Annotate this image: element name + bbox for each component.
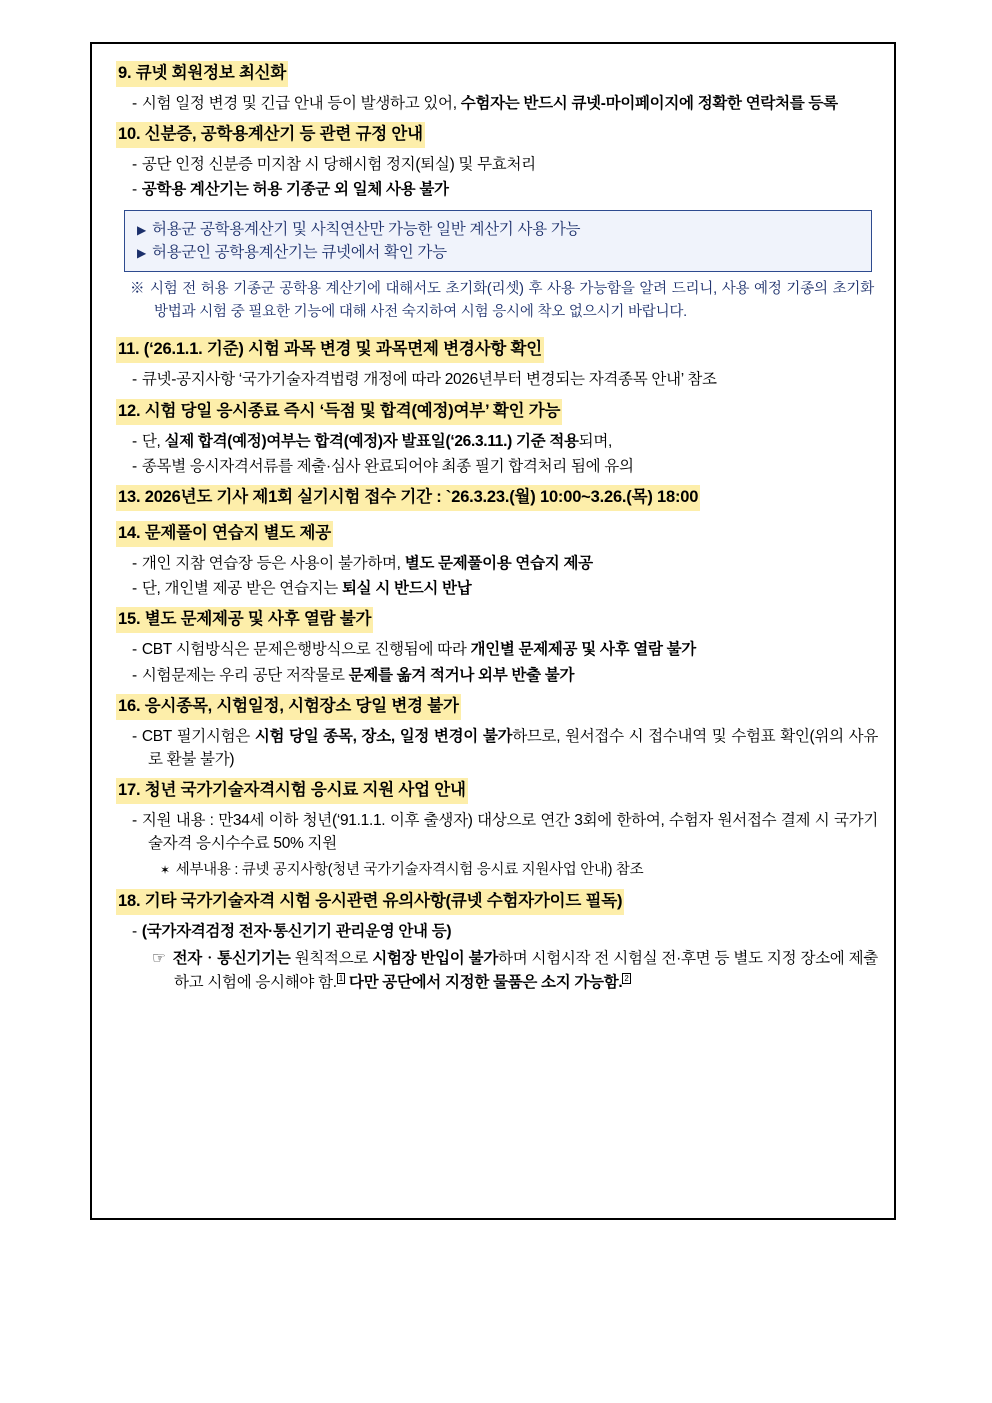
section-9-heading: 9. 큐넷 회원정보 최신화: [116, 61, 288, 87]
dash-marker: -: [132, 666, 137, 684]
section-10-line-1: - 공단 인정 신분증 미지참 시 당해시험 정지(퇴실) 및 무효처리: [132, 156, 536, 174]
section-14-line-2: - 단, 개인별 제공 받은 연습지는 퇴실 시 반드시 반납: [132, 580, 472, 598]
footnote-ref-2: 2: [624, 974, 629, 984]
section-15-line-1: - CBT 시험방식은 문제은행방식으로 진행됨에 따라 개인별 문제제공 및 사후 열람 불가: [132, 641, 696, 659]
section-10-heading: 10. 신분증, 공학용계산기 등 관련 규정 안내: [116, 122, 425, 148]
calculator-note-box: [124, 210, 872, 273]
section-12-line-1: - 단, 실제 합격(예정)여부는 합격(예정)자 발표일(‘26.3.11.) 기준 적용되며,: [132, 432, 613, 450]
dash-marker: -: [132, 641, 137, 659]
section-9-line-1: - 시험 일정 변경 및 긴급 안내 등이 발생하고 있어, 수험자는 반드시 큐넷-마이페이지에 정확한 연락처를 등록: [132, 94, 838, 112]
dash-marker: -: [132, 812, 137, 830]
section-10: [108, 117, 878, 324]
section-16-heading: 16. 응시종목, 시험일정, 시험장소 당일 변경 불가: [116, 694, 461, 720]
dash-marker: -: [132, 554, 137, 572]
section-12: [108, 394, 878, 478]
section-9: [108, 56, 878, 115]
section-18: [108, 884, 878, 995]
dash-marker: -: [132, 923, 137, 941]
section-18-line-1: - (국가자격검정 전자·통신기기 관리운영 안내 등): [132, 923, 452, 941]
section-16: [108, 689, 878, 771]
section-15-heading: 15. 별도 문제제공 및 사후 열람 불가: [116, 607, 373, 633]
section-17: [108, 773, 878, 881]
section-12-heading: 12. 시험 당일 응시종료 즉시 ‘득점 및 합격(예정)여부’ 확인 가능: [116, 399, 562, 425]
notice-frame: [90, 42, 896, 1220]
section-11-heading: 11. (‘26.1.1. 기준) 시험 과목 변경 및 과목면제 변경사항 확인: [116, 337, 544, 363]
footnote-ref-1: 1: [338, 974, 343, 984]
section-11-line-1: - 큐넷-공지사항 ‘국가기술자격법령 개정에 따라 2026년부터 변경되는 자격종목 안내’ 참조: [132, 371, 717, 389]
section-10-star-note: ※ 시험 전 허용 기종군 공학용 계산기에 대해서도 초기화(리셋) 후 사용 가능함을 알려 드리니, 사용 예정 기종의 초기화 방법과 시험 중 필요한 기능에 대해 사전 숙지하여 시험 응시에 착오 없으시기 바랍니다.: [130, 281, 874, 321]
dash-marker: -: [132, 727, 137, 745]
section-14-heading: 14. 문제풀이 연습지 별도 제공: [116, 521, 333, 547]
section-13-heading: 13. 2026년도 기사 제1회 실기시험 접수 기간 : `26.3.23.(월) 10:00~3.26.(목) 18:00: [116, 485, 700, 511]
dash-marker: -: [132, 181, 137, 199]
section-14: [108, 516, 878, 600]
section-14-line-1: - 개인 지참 연습장 등은 사용이 불가하며, 별도 문제풀이용 연습지 제공: [132, 554, 593, 572]
section-18-heading: 18. 기타 국가기술자격 시험 응시관련 유의사항(큐넷 수험자가이드 필독): [116, 889, 624, 915]
dash-marker: -: [132, 432, 137, 450]
section-17-heading: 17. 청년 국가기술자격시험 응시료 지원 사업 안내: [116, 778, 468, 804]
section-17-line-1: - 지원 내용 : 만34세 이하 청년(‘91.1.1. 이후 출생자) 대상으로 연간 3회에 한하여, 수험자 원서접수 결제 시 국가기술자격 응시수수료 50% 지원: [132, 812, 878, 853]
dash-marker: -: [132, 580, 137, 598]
dash-marker: -: [132, 156, 137, 174]
section-15-line-2: - 시험문제는 우리 공단 저작물로 문제를 옮겨 적거나 외부 반출 불가: [132, 666, 575, 684]
triangle-bullet-icon: ▶: [137, 245, 146, 260]
section-13: [108, 480, 878, 514]
note-line-2: ▶ 허용군인 공학용계산기는 큐넷에서 확인 가능: [137, 243, 447, 261]
section-12-line-2: - 종목별 응시자격서류를 제출·심사 완료되어야 최종 필기 합격처리 됨에 유의: [132, 457, 634, 475]
section-17-sub-bullet-1: ✶ 세부내용 : 큐넷 공지사항(청년 국가기술자격시험 응시료 지원사업 안내) 참조: [160, 861, 644, 878]
section-16-line-1: - CBT 필기시험은 시험 당일 종목, 장소, 일정 변경이 불가하므로, 원서접수 시 접수내역 및 수험표 확인(위의 사유로 환불 불가): [132, 727, 878, 768]
star-bullet-icon: ✶: [160, 862, 170, 877]
dash-marker: -: [132, 371, 137, 389]
triangle-bullet-icon: ▶: [137, 222, 146, 237]
section-18-hand-bullet: ☞ 전자‧통신기기는 원칙적으로 시험장 반입이 불가하며 시험시작 전 시험실 전·후면 등 별도 지정 장소에 제출하고 시험에 응시해야 함. $^1$ 다만 공단에서 지정한 물품은 소지 가능함. $^2$: [152, 950, 878, 992]
pointing-hand-icon: ☞: [152, 950, 166, 968]
dash-marker: -: [132, 94, 137, 112]
section-10-line-2: - 공학용 계산기는 허용 기종군 외 일체 사용 불가: [132, 181, 449, 199]
section-15: [108, 602, 878, 686]
section-11: [108, 332, 878, 391]
dash-marker: -: [132, 457, 137, 475]
note-line-1: ▶ 허용군 공학용계산기 및 사칙연산만 가능한 일반 계산기 사용 가능: [137, 220, 581, 238]
